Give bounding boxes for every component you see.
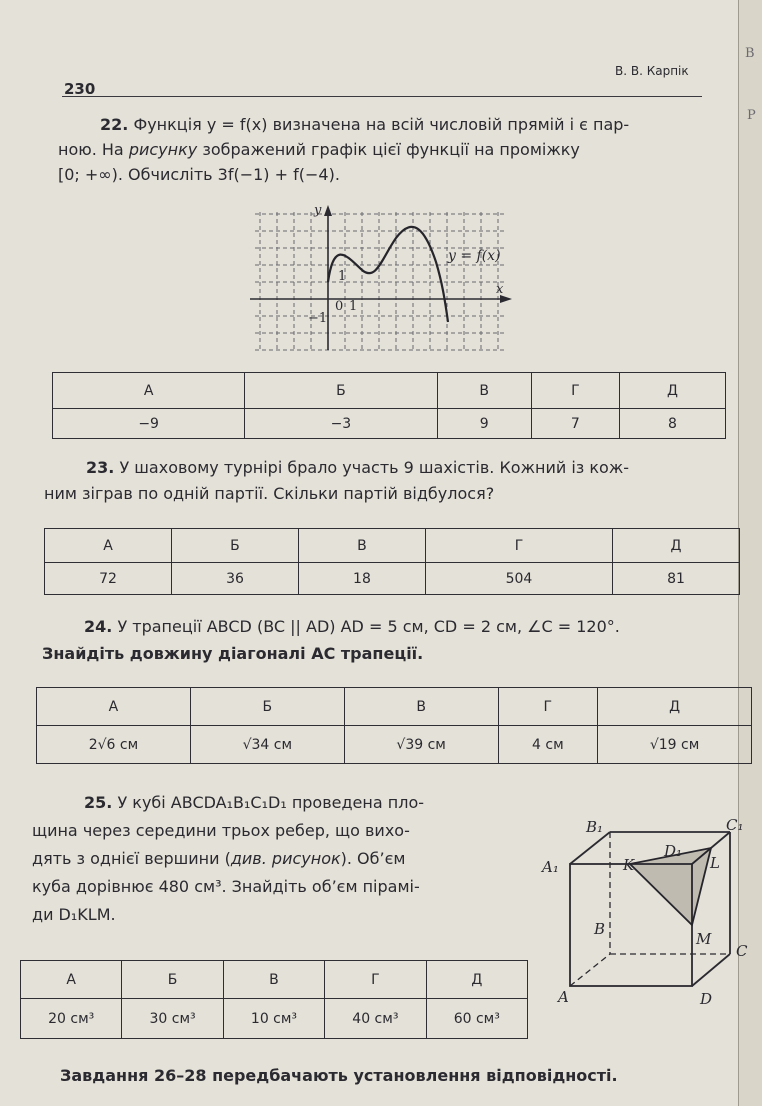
answer-option-v[interactable]: В: [344, 688, 498, 726]
answer-option-g[interactable]: Г: [498, 688, 598, 726]
section-note: Завдання 26–28 передбачають установлення відповідності.: [60, 1066, 618, 1085]
task22-text-italic: рисунку: [128, 140, 198, 159]
task22-answer-table: [52, 372, 726, 439]
label-c: C: [736, 942, 748, 960]
answer-value: 20 см³: [21, 999, 122, 1039]
label-l: L: [710, 854, 720, 872]
label-b: B: [594, 920, 606, 938]
answer-option-b[interactable]: Б: [122, 961, 223, 999]
answer-header-row: [21, 961, 528, 999]
answer-option-g[interactable]: Г: [425, 529, 612, 563]
label-m: M: [696, 930, 712, 948]
answer-option-v[interactable]: В: [223, 961, 324, 999]
tick-x-minus1: −1: [308, 311, 328, 326]
answer-value: 4 см: [498, 726, 598, 764]
header-rule: [62, 96, 702, 97]
answer-option-d[interactable]: Д: [598, 688, 752, 726]
task24-line2: Знайдіть довжину діагоналі AC трапеції.: [42, 644, 424, 663]
answer-option-d[interactable]: Д: [613, 529, 740, 563]
answer-value: 10 см³: [223, 999, 324, 1039]
task25-number: 25.: [84, 793, 113, 812]
label-a: A: [558, 988, 569, 1006]
answer-value-row: [45, 563, 740, 595]
tick-x-1: 1: [349, 299, 358, 314]
answer-header-row: [53, 373, 726, 409]
task25-line3: [32, 846, 405, 871]
task24-text: У трапеції ABCD (BC || AD) AD = 5 см, CD = 2 см, ∠C = 120°.: [117, 617, 620, 636]
task25-line4: куба дорівнює 480 см³. Знайдіть об’єм пірамі-: [32, 877, 420, 896]
task24-number: 24.: [84, 617, 113, 636]
answer-value: −9: [53, 409, 245, 439]
answer-value: 18: [298, 563, 425, 595]
edge-char: В: [745, 46, 755, 61]
answer-option-v[interactable]: В: [437, 373, 531, 409]
answer-header-row: [37, 688, 752, 726]
answer-option-d[interactable]: Д: [619, 373, 725, 409]
task22-text: Функція y = f(x) визначена на всій числовій прямій і є пар-: [133, 115, 630, 134]
running-head-author: В. В. Карпік: [615, 64, 689, 78]
answer-header-row: [45, 529, 740, 563]
task25-text: У кубі ABCDA₁B₁C₁D₁ проведена пло-: [117, 793, 424, 812]
task25-line5: ди D₁KLM.: [32, 905, 116, 924]
answer-value: −3: [245, 409, 437, 439]
answer-value: 60 см³: [426, 999, 527, 1039]
task23-answer-table: [44, 528, 740, 595]
answer-value: 504: [425, 563, 612, 595]
answer-option-g[interactable]: Г: [531, 373, 619, 409]
tick-origin: 0: [335, 299, 344, 314]
answer-value: √34 см: [190, 726, 344, 764]
label-b1: B₁: [586, 818, 604, 836]
answer-option-v[interactable]: В: [298, 529, 425, 563]
task22-function-graph: [250, 200, 520, 360]
answer-option-a[interactable]: А: [53, 373, 245, 409]
page-number: 230: [64, 80, 96, 98]
task23-line2: ним зіграв по одній партії. Скільки партій відбулося?: [44, 484, 495, 503]
label-d: D: [700, 990, 713, 1008]
task23-number: 23.: [86, 458, 115, 477]
answer-option-b[interactable]: Б: [245, 373, 437, 409]
answer-option-b[interactable]: Б: [190, 688, 344, 726]
y-axis-arrow: [324, 205, 332, 216]
x-axis-label: x: [496, 282, 504, 297]
task25-text: ). Об’єм: [340, 849, 406, 868]
answer-option-g[interactable]: Г: [325, 961, 426, 999]
answer-option-d[interactable]: Д: [426, 961, 527, 999]
label-k: K: [623, 856, 635, 874]
answer-value: 36: [171, 563, 298, 595]
y-axis-label: y: [314, 203, 322, 218]
answer-value: 40 см³: [325, 999, 426, 1039]
task22-text: ною. На: [58, 140, 129, 159]
task22-line3: [0; +∞). Обчисліть 3f(−1) + f(−4).: [58, 165, 340, 184]
task22-text: зображений графік цієї функції на проміжку: [197, 140, 580, 159]
label-c1: C₁: [726, 816, 744, 834]
task24-answer-table: [36, 687, 752, 764]
task25-cube-figure: [530, 812, 750, 1012]
task22-line1: [100, 112, 629, 137]
label-a1: A₁: [542, 858, 559, 876]
task22-number: 22.: [100, 115, 129, 134]
edge-char: Р: [747, 108, 756, 123]
answer-value: 9: [437, 409, 531, 439]
answer-value: √39 см: [344, 726, 498, 764]
answer-option-a[interactable]: А: [45, 529, 172, 563]
task25-answer-table: [20, 960, 528, 1039]
answer-value: 7: [531, 409, 619, 439]
answer-value: 72: [45, 563, 172, 595]
task25-line2: щина через середини трьох ребер, що вихо-: [32, 821, 410, 840]
answer-value-row: [21, 999, 528, 1039]
task25-line1: [84, 790, 424, 815]
curve-label: y = f(x): [448, 248, 501, 264]
tick-y-1: 1: [338, 269, 347, 284]
task23-text: У шаховому турнірі брало участь 9 шахістів. Кожний із кож-: [119, 458, 630, 477]
answer-value: 30 см³: [122, 999, 223, 1039]
answer-value: √19 см: [598, 726, 752, 764]
label-d1: D₁: [664, 842, 683, 860]
answer-value: 8: [619, 409, 725, 439]
task25-text: дять з однієї вершини (: [32, 849, 231, 868]
answer-value-row: [37, 726, 752, 764]
task24-line1: [84, 614, 620, 639]
task25-text-italic: див. рисунок: [230, 849, 341, 868]
answer-value: 2√6 см: [37, 726, 191, 764]
answer-value-row: [53, 409, 726, 439]
answer-option-a[interactable]: А: [37, 688, 191, 726]
answer-option-a[interactable]: А: [21, 961, 122, 999]
task22-line2: [58, 137, 580, 162]
task23-line1: [86, 455, 629, 480]
answer-value: 81: [613, 563, 740, 595]
graph-grid: [255, 212, 505, 350]
answer-option-b[interactable]: Б: [171, 529, 298, 563]
